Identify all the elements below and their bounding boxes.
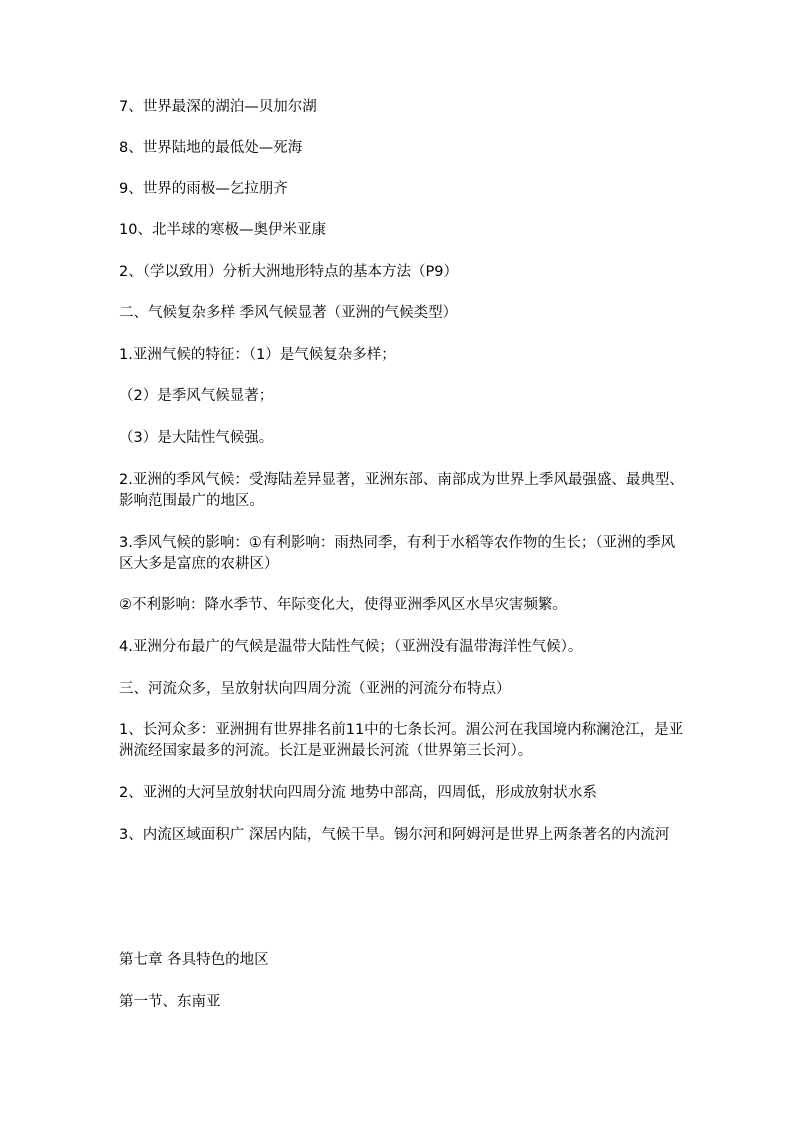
section-heading-climate: 二、气候复杂多样 季风气候显著（亚洲的气候类型） [119,305,458,321]
paragraph-radial-rivers: 2、亚洲的大河呈放射状向四周分流 地势中部高，四周低，形成放射状水系 [119,785,597,801]
paragraph-continental: （3）是大陆性气候强。 [119,430,274,446]
paragraph-terrain-method: 2、（学以致用）分析大洲地形特点的基本方法（P9） [119,264,458,280]
section-heading-rivers: 三、河流众多，呈放射状向四周分流（亚洲的河流分布特点） [119,681,511,697]
paragraph-lowest-land: 8、世界陆地的最低处—死海 [119,140,303,156]
paragraph-climate-distribution: 4.亚洲分布最广的气候是温带大陆性气候；（亚洲没有温带海洋性气候）。 [119,639,583,655]
paragraph-adverse-impact: ②不利影响：降水季节、年际变化大，使得亚洲季风区水旱灾害频繁。 [119,597,567,613]
paragraph-cold-pole: 10、北半球的寒极—奥伊米亚康 [119,222,326,238]
chapter-heading: 第七章 各具特色的地区 [119,952,269,968]
paragraph-rain-pole: 9、世界的雨极—乞拉朋齐 [119,181,288,197]
paragraph-deepest-lake: 7、世界最深的湖泊—贝加尔湖 [119,99,317,115]
paragraph-monsoon-impact: 3.季风气候的影响：①有利影响：雨热同季，有利于水稻等农作物的生长；（亚洲的季风区大多是富庶的农耕区） [119,535,676,572]
paragraph-monsoon-notable: （2）是季风气候显著； [119,388,274,404]
paragraph-inland-rivers: 3、内流区域面积广 深居内陆，气候干旱。锡尔河和阿姆河是世界上两条著名的内流河 [119,827,670,843]
section-heading-southeast-asia: 第一节、东南亚 [119,994,221,1010]
paragraph-monsoon-climate: 2.亚洲的季风气候：受海陆差异显著，亚洲东部、南部成为世界上季风最强盛、最典型、影响范围最广的地区。 [119,472,684,509]
paragraph-climate-features: 1.亚洲气候的特征：（1）是气候复杂多样； [119,347,396,363]
paragraph-long-rivers: 1、长河众多：亚洲拥有世界排名前11中的七条长河。湄公河在我国境内称澜沧江，是亚洲流经国家最多的河流。长江是亚洲最长河流（世界第三长河）。 [119,722,684,759]
